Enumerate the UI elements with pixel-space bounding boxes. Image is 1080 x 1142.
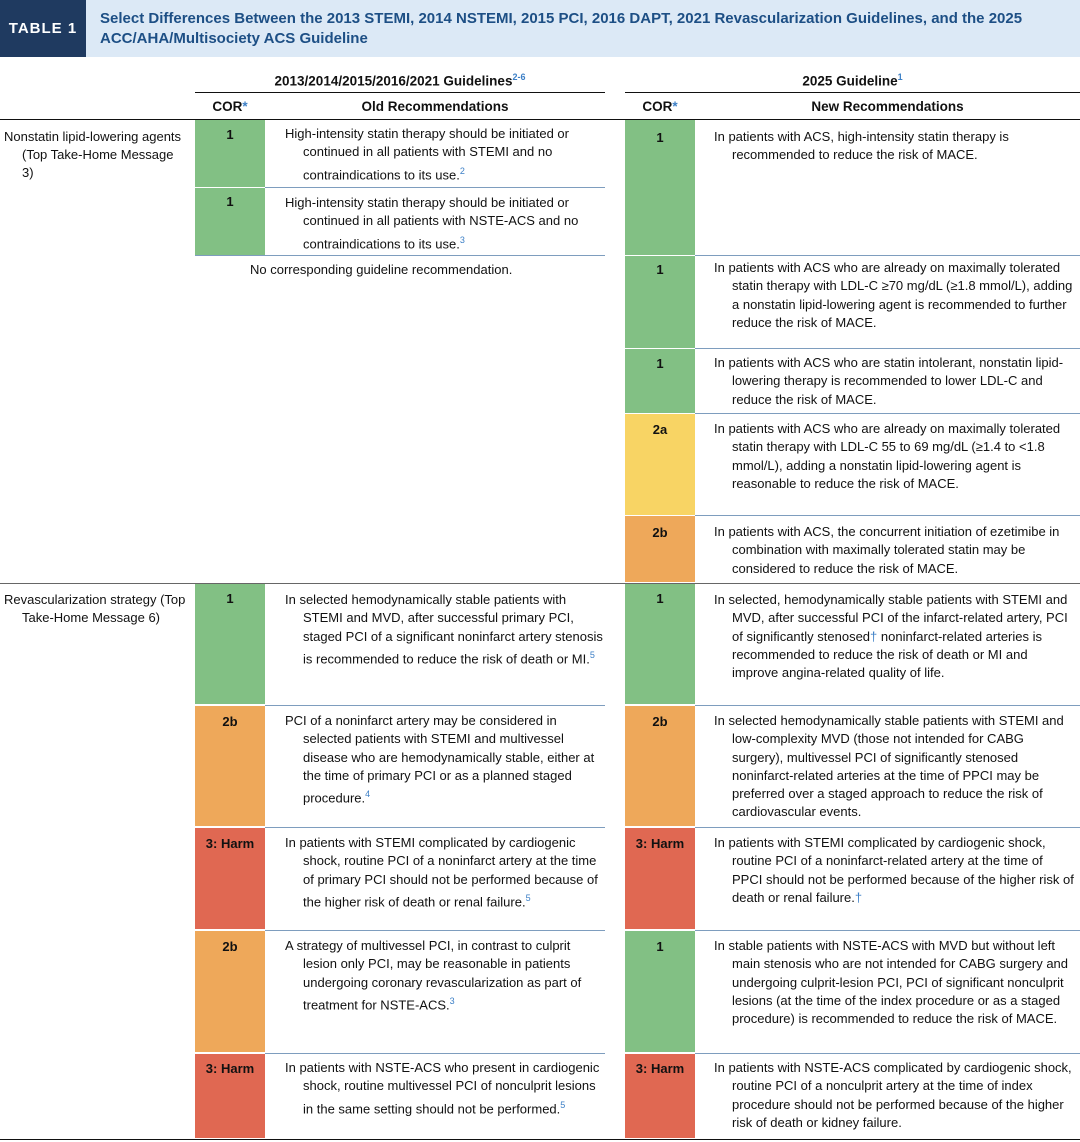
divider [695,413,1080,414]
old-cor-cell: 2b [195,706,265,826]
old-recommendation-none: No corresponding guideline recommendation. [250,262,513,277]
old-recommendation: In patients with STEMI complicated by cardiogenic shock, routine PCI of a noninfarct artery at the time of primary PCI should not be performed because of the higher risk of death or renal failure.$^5$ [285,835,598,910]
divider [265,930,605,931]
divider [265,1053,605,1054]
new-recommendation: In stable patients with NSTE-ACS with MVD but without left main stenosis who are not intended for CABG surgery and undergoing culprit-lesion PCI, PCI of significant nonculprit lesions (at the time of the index procedure or as a staged procedure) is recommended to reduce the risk of MACE. [714,938,1069,1027]
old-recommendation: In patients with NSTE-ACS who present in cardiogenic shock, routine multivessel PCI of nonculprit lesions in the same setting should not be performed.$^5$ [285,1060,600,1116]
new-recommendation: In selected hemodynamically stable patients with STEMI and low-complexity MVD (those not intended for CABG surgery), multivessel PCI of significantly stenosed noninfarct-related arteries at the time of PPCI may be preferred over a staged approach to reduce the risk of cardiovascular events. [714,713,1064,820]
old-cor-cell: 3: Harm [195,1054,265,1138]
table-title: Select Differences Between the 2013 STEMI, 2014 NSTEMI, 2015 PCI, 2016 DAPT, 2021 Revascularization Guidelines, and the 2025 ACC/AHA/Multisociety ACS Guideline [100,10,1023,47]
old-recommendation: High-intensity statin therapy should be initiated or continued in all patients with STEMI and no contraindications to its use.$^2$ [285,126,569,182]
old-recommendation: In selected hemodynamically stable patients with STEMI and MVD, after successful primary PCI, staged PCI of a significant noninfarct artery stenosis is recommended to reduce the risk of death or MI.$^5$ [285,592,603,667]
new-cor-cell: 3: Harm [625,1054,695,1138]
old-guidelines-header: 2013/2014/2015/2016/2021 Guidelines$^{2-6}$ [274,72,526,89]
divider [265,827,605,828]
new-recommendation: In patients with ACS, high-intensity statin therapy is recommended to reduce the risk of MACE. [714,129,1009,163]
old-cor-cell: 1 [195,120,265,187]
new-cor-cell: 1 [625,256,695,348]
divider [695,827,1080,828]
new-cor-cell: 3: Harm [625,828,695,929]
divider [195,255,605,256]
new-recommendation: In patients with ACS, the concurrent initiation of ezetimibe in combination with maximally tolerated statin may be considered to reduce the risk of MACE. [714,524,1060,576]
old-cor-header: COR* [212,99,248,114]
new-cor-cell: 2a [625,414,695,515]
new-recommendations-header: New Recommendations [811,99,964,114]
row-label-lipid: Nonstatin lipid-lowering agents (Top Take-Home Message 3) [4,129,182,180]
new-cor-cell: 1 [625,584,695,704]
group-underline-new [625,92,1080,93]
table-header [0,0,1080,57]
bottom-rule [0,1139,1080,1140]
new-cor-header: COR* [642,99,678,114]
divider [695,930,1080,931]
group-underline-old [195,92,605,93]
header-rule [0,119,1080,120]
old-recommendation: PCI of a noninfarct artery may be considered in selected patients with STEMI and multivessel disease who are hemodynamically stable, either at the time of primary PCI or as a planned staged procedure.$^4$ [285,713,595,806]
new-recommendation: In patients with ACS who are already on maximally tolerated statin therapy with LDL-C ≥70 mg/dL (≥1.8 mmol/L), adding a nonstatin lipid-lowering agent is recommended to further reduce the risk of MACE. [714,260,1073,330]
divider [695,348,1080,349]
old-recommendations-header: Old Recommendations [361,99,509,114]
row-label-revascularization: Revascularization strategy (Top Take-Home Message 6) [4,592,186,625]
table-label: TABLE 1 [0,0,86,57]
old-cor-cell: 3: Harm [195,828,265,929]
new-recommendation: In patients with NSTE-ACS complicated by cardiogenic shock, routine PCI of a nonculprit artery at the time of index procedure should not be performed because of the higher risk of death or kidney failure. [714,1060,1072,1130]
divider [695,705,1080,706]
new-guideline-ref: 1 [897,72,903,82]
old-recommendation: High-intensity statin therapy should be initiated or continued in all patients with NSTE-ACS and no contraindications to its use.$^3$ [285,195,579,251]
new-recommendation: In patients with STEMI complicated by cardiogenic shock, routine PCI of a noninfarct-related artery at the time of PPCI should not be performed because of the higher risk of death or renal failure.† [714,835,1074,905]
old-cor-cell: 1 [195,188,265,255]
section-divider [0,583,1080,584]
divider [265,187,605,188]
new-cor-cell: 2b [625,706,695,826]
new-cor-cell: 1 [625,931,695,1052]
new-recommendation: In patients with ACS who are already on maximally tolerated statin therapy with LDL-C 55 to 69 mg/dL (≥1.4 to <1.8 mmol/L), adding a nonstatin lipid-lowering agent is reasonable to reduce the risk of MACE. [714,421,1061,491]
dagger-mark: † [854,889,863,905]
old-recommendation: A strategy of multivessel PCI, in contrast to culprit lesion only PCI, may be reasonable in patients undergoing coronary revascularization as part of treatment for NSTE-ACS.$^3$ [285,938,582,1013]
old-guidelines-ref: 2-6 [512,72,526,82]
new-cor-cell: 1 [625,349,695,413]
old-cor-cell: 2b [195,931,265,1052]
new-cor-cell: 2b [625,516,695,582]
new-guideline-header: 2025 Guideline$^1$ [802,72,903,89]
new-cor-cell: 1 [625,120,695,255]
new-recommendation: In selected, hemodynamically stable patients with STEMI and MVD, after successful PCI of the infarct-related artery, PCI of significantly stenosed† noninfarct-related arteries is recommended to reduce the risk of death or MI and improve angina-related quality of life. [714,592,1068,681]
new-recommendation: In patients with ACS who are statin intolerant, nonstatin lipid-lowering therapy is recommended to lower LDL-C and reduce the risk of MACE. [714,355,1064,407]
dagger-mark: † [870,628,878,644]
divider [695,255,1080,256]
old-cor-cell: 1 [195,584,265,704]
divider [695,1053,1080,1054]
divider [695,515,1080,516]
divider [265,705,605,706]
